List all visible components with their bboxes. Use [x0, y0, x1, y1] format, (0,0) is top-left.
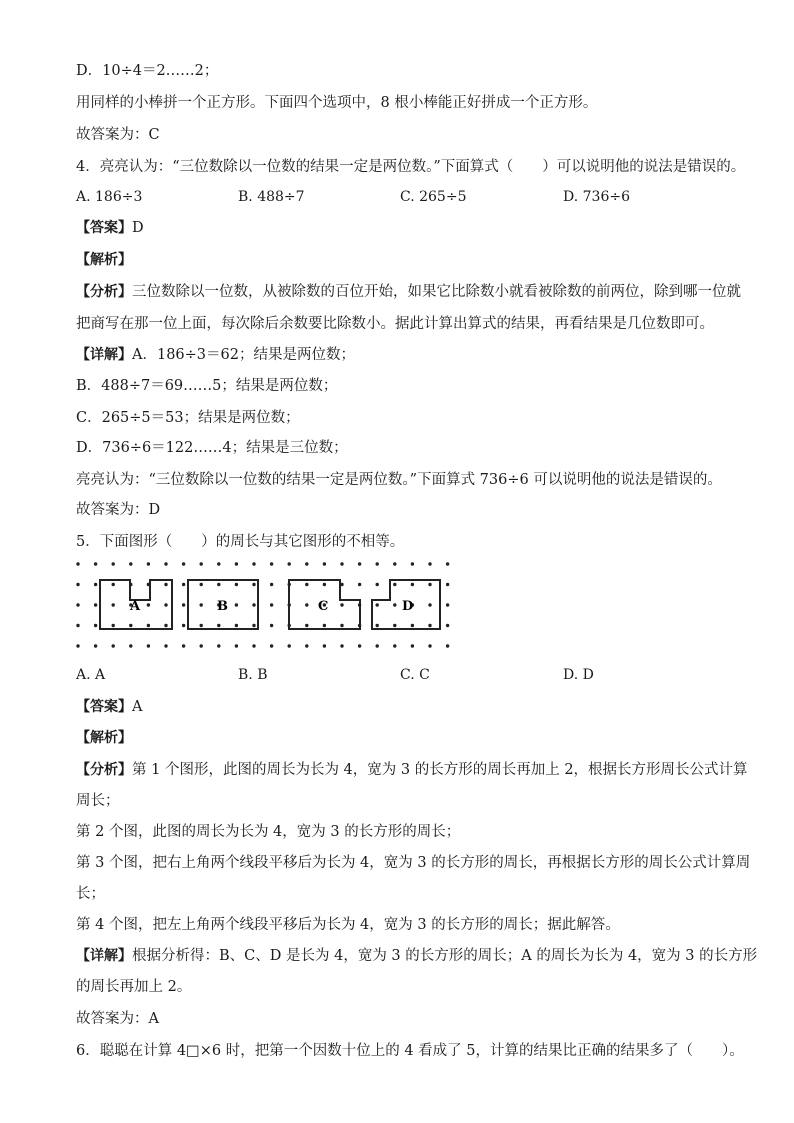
fenxi-tag: 【分析】: [76, 762, 132, 778]
grid-dot: [376, 562, 379, 565]
grid-dot: [323, 624, 326, 627]
grid-dot: [129, 624, 132, 627]
grid-dot: [235, 603, 238, 606]
grid-dot: [288, 644, 291, 647]
grid-dot: [340, 603, 343, 606]
grid-dot: [270, 644, 273, 647]
text-line: 亮亮认为：“三位数除以一位数的结果一定是两位数。”下面算式 736÷6 可以说明他的说法是错误的。: [76, 472, 722, 488]
grid-dot: [182, 562, 185, 565]
grid-dot: [340, 562, 343, 565]
q5-option-c: C. C: [400, 667, 430, 683]
grid-dot: [182, 583, 185, 586]
grid-dot: [358, 644, 361, 647]
grid-dot: [164, 603, 167, 606]
answer-value: D: [132, 220, 144, 236]
grid-dot: [376, 624, 379, 627]
grid-dot: [376, 603, 379, 606]
grid-dot: [393, 562, 396, 565]
grid-dot: [129, 644, 132, 647]
xiangjie-line: [76, 946, 757, 966]
grid-dot: [200, 603, 203, 606]
grid-dot: [446, 562, 449, 565]
grid-dot: [305, 644, 308, 647]
analysis-tag: 【解析】: [76, 730, 132, 746]
grid-dot: [252, 562, 255, 565]
grid-dot: [270, 603, 273, 606]
grid-dot: [147, 624, 150, 627]
grid-dot: [76, 624, 79, 627]
figure-label-b: B: [217, 599, 228, 614]
grid-dot: [340, 624, 343, 627]
grid-dot: [94, 624, 97, 627]
grid-dot: [252, 583, 255, 586]
grid-dot: [411, 624, 414, 627]
grid-dot: [164, 624, 167, 627]
grid-dot: [305, 624, 308, 627]
answer-tag: 【答案】: [76, 220, 132, 236]
grid-dot: [76, 562, 79, 565]
grid-dot: [446, 644, 449, 647]
grid-dot: [446, 583, 449, 586]
grid-dot: [94, 644, 97, 647]
grid-dot: [393, 603, 396, 606]
analysis-tag: 【解析】: [76, 252, 132, 268]
grid-dot: [164, 644, 167, 647]
grid-dot: [217, 644, 220, 647]
grid-dot: [411, 644, 414, 647]
grid-dot: [235, 624, 238, 627]
fenxi-tag: 【分析】: [76, 284, 132, 300]
grid-dot: [428, 603, 431, 606]
text-line: 故答案为：D: [76, 502, 161, 518]
text-line: 用同样的小棒拼一个正方形。下面四个选项中，8 根小棒能正好拼成一个正方形。: [76, 95, 598, 111]
text-line: 第 3 个图，把右上角两个线段平移后为长为 4，宽为 3 的长方形的周长，再根据长方形的周长公式计算周: [76, 855, 751, 871]
grid-dot: [340, 644, 343, 647]
grid-dot: [164, 562, 167, 565]
grid-dot: [393, 583, 396, 586]
fenxi-line: [76, 760, 748, 780]
grid-dot: [323, 562, 326, 565]
answer-tag: 【答案】: [76, 699, 132, 715]
text-line: 周长；: [76, 793, 120, 809]
grid-dot: [182, 644, 185, 647]
grid-dot: [323, 583, 326, 586]
grid-dot: [94, 583, 97, 586]
text-line: B．488÷7＝69……5；结果是两位数；: [76, 378, 338, 394]
fenxi-text: 三位数除以一位数，从被除数的百位开始，如果它比除数小就看被除数的前两位，除到哪一位就: [132, 284, 741, 300]
question-5: 5．下面图形（ ）的周长与其它图形的不相等。: [76, 534, 405, 550]
question-4: 4．亮亮认为：“三位数除以一位数的结果一定是两位数。”下面算式（ ）可以说明他的说法是错误的。: [76, 159, 746, 175]
grid-dot: [270, 624, 273, 627]
grid-dot: [428, 562, 431, 565]
figure-label-d: D: [402, 599, 414, 614]
figure-label-a: A: [130, 599, 141, 614]
grid-dot: [358, 562, 361, 565]
grid-dot: [446, 603, 449, 606]
question-6: 6．聪聪在计算 4□×6 时，把第一个因数十位上的 4 看成了 5，计算的结果比正确的结果多了（ ）。: [76, 1043, 744, 1059]
text-line: C．265÷5＝53；结果是两位数；: [76, 410, 300, 426]
grid-dot: [147, 562, 150, 565]
grid-dot: [76, 644, 79, 647]
xiangjie-line: [76, 345, 355, 365]
grid-dot: [94, 562, 97, 565]
grid-dot: [376, 644, 379, 647]
grid-dot: [147, 603, 150, 606]
grid-dot: [217, 583, 220, 586]
grid-dot: [323, 644, 326, 647]
grid-dot: [305, 562, 308, 565]
grid-dot: [305, 583, 308, 586]
xiangjie-text: A．186÷3＝62；结果是两位数；: [132, 347, 355, 363]
grid-dot: [252, 644, 255, 647]
grid-dot: [411, 562, 414, 565]
grid-dot: [358, 583, 361, 586]
dot-grid-figures: [70, 560, 470, 655]
q4-option-b: B. 488÷7: [238, 189, 305, 205]
grid-dot: [112, 562, 115, 565]
q5-option-a: A. A: [76, 667, 106, 683]
xiangjie-tag: 【详解】: [76, 347, 132, 363]
grid-dot: [217, 562, 220, 565]
grid-dot: [164, 583, 167, 586]
answer-line: [76, 218, 144, 238]
grid-dot: [411, 583, 414, 586]
q4-option-d: D. 736÷6: [563, 189, 630, 205]
q5-option-d: D. D: [563, 667, 594, 683]
text-line: 长；: [76, 886, 105, 902]
grid-dot: [235, 644, 238, 647]
text-line: D．736÷6＝122……4；结果是三位数；: [76, 440, 348, 456]
text-line: 把商写在那一位上面，每次除后余数要比除数小。据此计算出算式的结果，再看结果是几位数即可。: [76, 316, 714, 332]
grid-dot: [235, 583, 238, 586]
text-line: 故答案为：A: [76, 1011, 159, 1027]
grid-dot: [200, 644, 203, 647]
grid-dot: [428, 583, 431, 586]
text-line: D．10÷4＝2……2；: [76, 63, 219, 79]
q4-option-a: A. 186÷3: [76, 189, 143, 205]
grid-dot: [200, 624, 203, 627]
grid-dot: [94, 603, 97, 606]
grid-dot: [182, 624, 185, 627]
grid-dot: [270, 583, 273, 586]
answer-value: A: [132, 699, 143, 715]
text-line: 第 4 个图，把左上角两个线段平移后为长为 4，宽为 3 的长方形的周长；据此解答。: [76, 917, 620, 933]
grid-dot: [112, 603, 115, 606]
grid-dot: [252, 603, 255, 606]
grid-dot: [288, 562, 291, 565]
grid-dot: [393, 644, 396, 647]
text-line: 第 2 个图，此图的周长为长为 4，宽为 3 的长方形的周长；: [76, 824, 461, 840]
grid-dot: [182, 603, 185, 606]
q5-option-b: B. B: [238, 667, 268, 683]
grid-dot: [112, 624, 115, 627]
grid-dot: [217, 624, 220, 627]
grid-dot: [200, 562, 203, 565]
grid-dot: [76, 603, 79, 606]
xiangjie-tag: 【详解】: [76, 948, 132, 964]
grid-dot: [393, 624, 396, 627]
analysis-heading: [76, 728, 132, 748]
grid-dot: [129, 562, 132, 565]
grid-dot: [112, 644, 115, 647]
grid-dot: [252, 624, 255, 627]
fenxi-text: 第 1 个图形，此图的周长为长为 4，宽为 3 的长方形的周长再加上 2，根据长方形周长公式计算: [132, 762, 748, 778]
grid-dot: [200, 583, 203, 586]
figure-label-c: C: [318, 599, 329, 614]
text-line: 的周长再加上 2。: [76, 979, 192, 995]
fenxi-line: [76, 282, 741, 302]
grid-dot: [446, 624, 449, 627]
grid-dot: [428, 624, 431, 627]
grid-dot: [76, 583, 79, 586]
grid-dot: [235, 562, 238, 565]
xiangjie-text: 根据分析得：B、C、D 是长为 4，宽为 3 的长方形的周长；A 的周长为长为 4，宽为 3 的长方形: [132, 948, 758, 964]
grid-dot: [270, 562, 273, 565]
grid-dot: [305, 603, 308, 606]
grid-dot: [428, 644, 431, 647]
analysis-heading: [76, 250, 132, 270]
q4-option-c: C. 265÷5: [400, 189, 467, 205]
text-line: 故答案为：C: [76, 127, 160, 143]
grid-dot: [147, 644, 150, 647]
grid-dot: [112, 583, 115, 586]
grid-dot: [376, 583, 379, 586]
answer-line: [76, 697, 142, 717]
